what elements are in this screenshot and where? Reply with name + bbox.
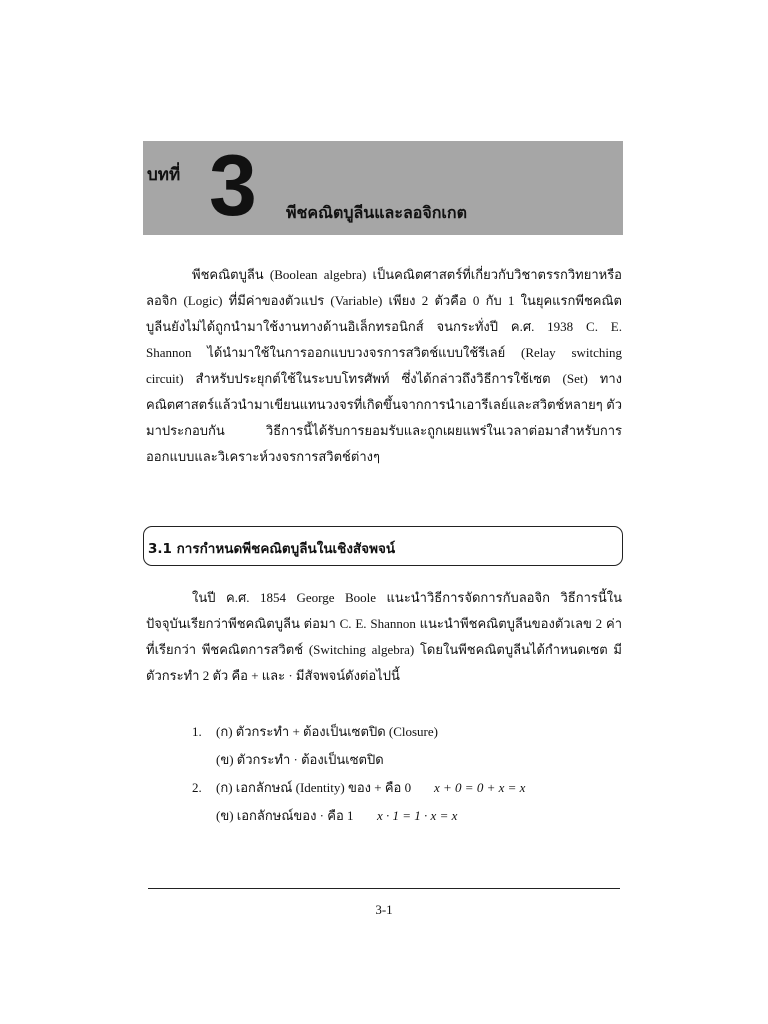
intro-line: พีชคณิตบูลีน (Boolean algebra) เป็นคณิตศาสตร์ที่เกี่ยวกับวิชาตรรกวิทยาหรือ — [192, 267, 622, 282]
chapter-label: บทที่ — [147, 165, 181, 185]
section-heading-box — [143, 526, 623, 566]
axiom-text: (ก) เอกลักษณ์ (Identity) ของ + คือ 0 — [216, 780, 412, 795]
axiom-list — [192, 718, 612, 830]
intro-line: บูลีนยังไม่ได้ถูกนำมาใช้งานทางด้านอิเล็กทรอนิกส์ จนกระทั่งปี ค.ศ. 1938 C. E. — [146, 319, 622, 334]
footer-divider — [148, 888, 620, 889]
intro-line: ออกแบบและวิเคราะห์วงจรการสวิตช์ต่างๆ — [146, 449, 380, 464]
intro-line: มาประกอบกัน วิธีการนี้ได้รับการยอมรับและถูกเผยแพร่ในเวลาต่อมาสำหรับการ — [146, 423, 622, 438]
intro-paragraph — [146, 262, 622, 470]
section-paragraph — [146, 585, 622, 689]
section-line: ตัวกระทำ 2 ตัว คือ + และ · มีสัจพจน์ดังต่อไปนี้ — [146, 668, 400, 683]
axiom-text: (ก) ตัวกระทำ + ต้องเป็นเซตปิด (Closure) — [216, 724, 438, 739]
axiom-number: 2. — [192, 780, 202, 795]
axiom-text: (ข) เอกลักษณ์ของ · คือ 1 — [216, 808, 354, 823]
axiom-item — [192, 802, 612, 830]
section-line: ที่เรียกว่า พีชคณิตการสวิตช์ (Switching algebra) โดยในพีชคณิตบูลีนได้กำหนดเซต มี — [146, 642, 622, 657]
intro-line: คณิตศาสตร์แล้วนำมาเขียนแทนวงจรที่เกิดขึ้นจากการนำเอารีเลย์และสวิตช์หลายๆ ตัว — [146, 397, 622, 412]
axiom-item — [192, 718, 612, 746]
axiom-item — [192, 746, 612, 774]
page-number: 3-1 — [375, 902, 393, 917]
axiom-number: 1. — [192, 724, 202, 739]
axiom-text: (ข) ตัวกระทำ · ต้องเป็นเซตปิด — [216, 752, 384, 767]
section-line: ในปี ค.ศ. 1854 George Boole แนะนำวิธีการจัดการกับลอจิก วิธีการนี้ใน — [192, 590, 622, 605]
intro-line: circuit) สำหรับประยุกต์ใช้ในระบบโทรศัพท์ ซึ่งได้กล่าวถึงวิธีการใช้เซต (Set) ทาง — [146, 371, 622, 386]
axiom-formula: x · 1 = 1 · x = x — [377, 808, 458, 823]
chapter-title: พีชคณิตบูลีนและลอจิกเกต — [286, 203, 467, 222]
section-heading: 3.1 การกำหนดพีชคณิตบูลีนในเชิงสัจพจน์ — [148, 541, 396, 557]
chapter-banner — [143, 138, 623, 235]
intro-line: ลอจิก (Logic) ที่มีค่าของตัวแปร (Variable) เพียง 2 ตัวคือ 0 กับ 1 ในยุคแรกพีชคณิต — [146, 293, 622, 308]
chapter-number: 3 — [209, 138, 257, 234]
axiom-formula: x + 0 = 0 + x = x — [434, 780, 526, 795]
intro-line: Shannon ได้นำมาใช้ในการออกแบบวงจรการสวิตช์แบบใช้รีเลย์ (Relay switching — [146, 345, 622, 360]
axiom-item — [192, 774, 612, 802]
section-line: ปัจจุบันเรียกว่าพีชคณิตบูลีน ต่อมา C. E. Shannon แนะนำพีชคณิตบูลีนของตัวเลข 2 ค่า — [146, 616, 622, 631]
